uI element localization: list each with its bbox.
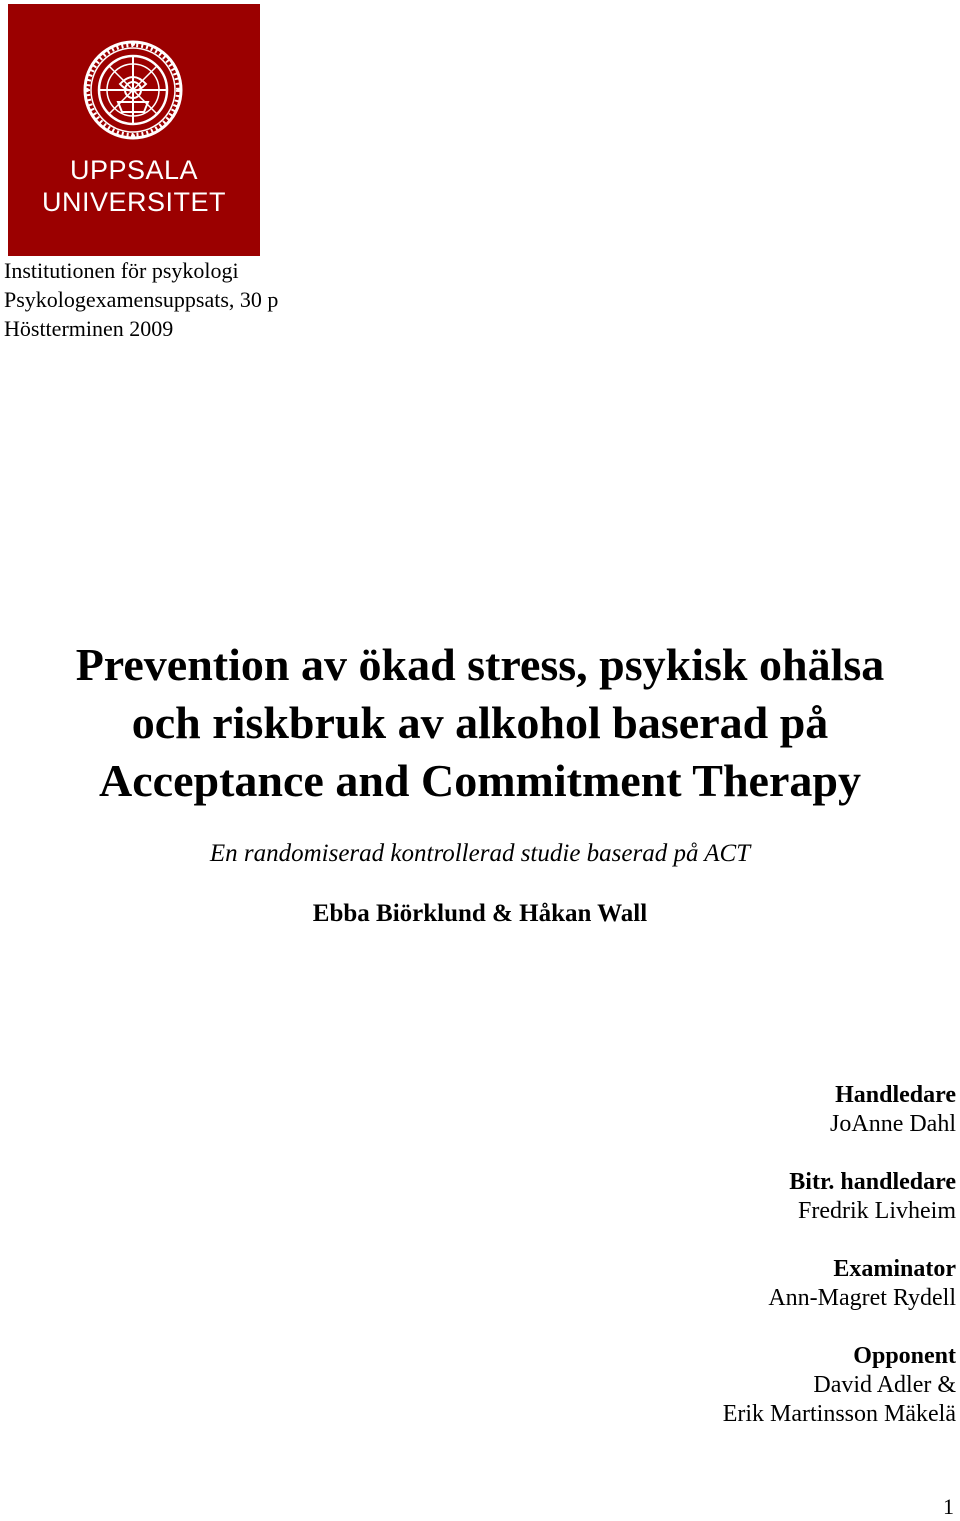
role-name: Ann-Magret Rydell [768,1285,956,1311]
role-name: David Adler & [813,1372,956,1398]
role-title: Opponent [853,1343,956,1369]
logo-text-uppsala: UPPSALA [69,155,199,185]
document-authors: Ebba Biörklund & Håkan Wall [312,900,648,927]
role-name: JoAnne Dahl [830,1111,956,1137]
department-info [4,256,278,343]
page-number: 1 [943,1494,954,1519]
role-title: Bitr. handledare [789,1169,956,1195]
supervision-roles [456,1081,956,1458]
institution-name: Institutionen för psykologi [4,258,239,283]
role-examinator [456,1255,956,1313]
title-line-2: och riskbruk av alkohol baserad på [131,697,829,748]
term-name: Höstterminen 2009 [4,316,174,341]
role-bitr-handledare [456,1168,956,1226]
course-name: Psykologexamensuppsats, 30 p [4,287,279,312]
role-title: Handledare [835,1082,956,1108]
title-line-3: Acceptance and Commitment Therapy [99,755,861,806]
role-handledare [456,1081,956,1139]
document-subtitle: En randomiserad kontrollerad studie baserad på ACT [209,840,751,867]
logo-text-universitet: UNIVERSITET [41,187,227,217]
title-line-1: Prevention av ökad stress, psykisk ohälsa [75,639,885,690]
university-seal-icon [8,4,260,256]
role-name: Fredrik Livheim [798,1198,956,1224]
role-title: Examinator [833,1256,956,1282]
role-name: Erik Martinsson Mäkelä [722,1401,956,1427]
role-opponent [456,1342,956,1429]
university-logo [8,4,260,256]
document-title [0,636,960,810]
